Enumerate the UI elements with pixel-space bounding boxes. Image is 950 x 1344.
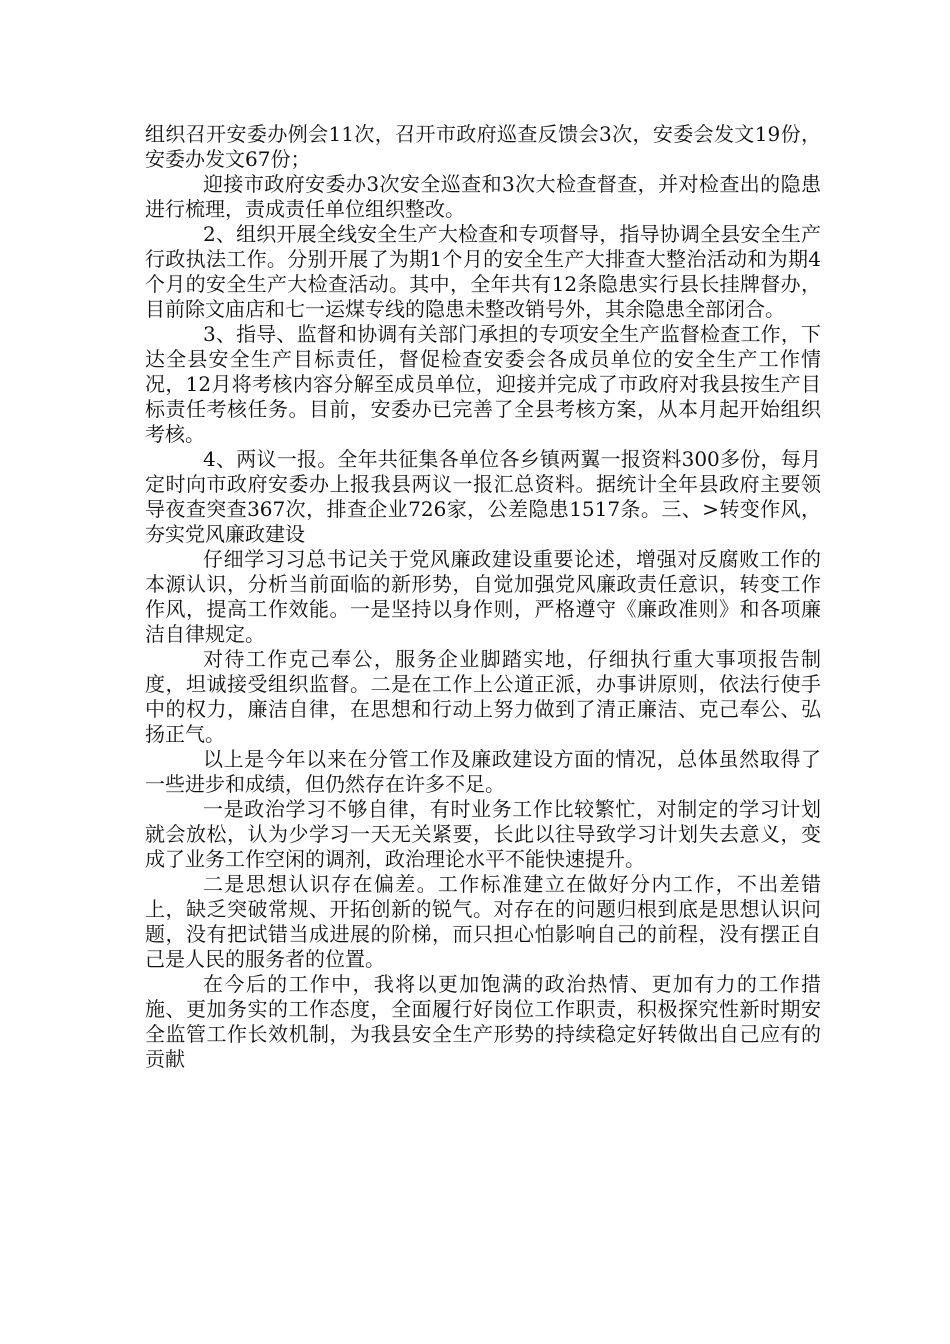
paragraph-item-3-supervision: 3、指导、监督和协调有关部门承担的专项安全生产监督检查工作，下达全县安全生产目标责任，督促检查安委会各成员单位的安全生产工作情况，12月将考核内容分解至成员单位，迎接并完成了市政府对我县按生产目标责任考核任务。目前，安委办已完善了全县考核方案，从本月起开始组织考核。 — [145, 322, 821, 446]
paragraph-summary: 以上是今年以来在分管工作及廉政建设方面的情况，总体虽然取得了一些进步和成绩，但仍然存在许多不足。 — [145, 747, 821, 796]
paragraph-item-2-inspection: 2、组织开展全线安全生产大检查和专项督导，指导协调全县安全生产行政执法工作。分别开展了为期1个月的安全生产大排查大整治活动和为期4个月的安全生产大检查活动。其中，全年共有12条隐患实行县长挂牌督办，目前除文庙店和七一运煤专线的隐患未整改销号外，其余隐患全部闭合。 — [145, 222, 821, 321]
paragraph-work-conduct: 对待工作克己奉公，服务企业脚踏实地，仔细执行重大事项报告制度，坦诚接受组织监督。二是在工作上公道正派，办事讲原则，依法行使手中的权力，廉洁自律，在思想和行动上努力做到了清正廉洁、克己奉公、弘扬正气。 — [145, 647, 821, 746]
paragraph-party-study: 仔细学习习总书记关于党风廉政建设重要论述，增强对反腐败工作的本源认识，分析当前面临的新形势，自觉加强党风廉政责任意识，转变工作作风，提高工作效能。一是坚持以身作则，严格遵守《廉政准则》和各项廉洁自律规定。 — [145, 547, 821, 646]
document-body — [145, 122, 821, 1072]
paragraph-meeting-stats: 组织召开安委办例会11次，召开市政府巡查反馈会3次，安委会发文19份，安委办发文67份； — [145, 122, 821, 171]
paragraph-shortcoming-2: 二是思想认识存在偏差。工作标准建立在做好分内工作，不出差错上，缺乏突破常规、开拓创新的锐气。对存在的问题归根到底是思想认识问题，没有把试错当成进展的阶梯，而只担心怕影响自己的前程，没有摆正自己是人民的服务者的位置。 — [145, 872, 821, 971]
paragraph-item-4-reports: 4、两议一报。全年共征集各单位各乡镇两翼一报资料300多份，每月定时向市政府安委办上报我县两议一报汇总资料。据统计全年县政府主要领导夜查突查367次，排查企业726家，公差隐患1517条。三、>转变作风，夯实党风廉政建设 — [145, 447, 821, 546]
paragraph-future-plan: 在今后的工作中，我将以更加饱满的政治热情、更加有力的工作措施、更加务实的工作态度，全面履行好岗位工作职责，积极探究性新时期安全监管工作长效机制，为我县安全生产形势的持续稳定好转做出自己应有的贡献 — [145, 972, 821, 1071]
paragraph-inspection-reception: 迎接市政府安委办3次安全巡查和3次大检查督查，并对检查出的隐患进行梳理，责成责任单位组织整改。 — [145, 172, 821, 221]
paragraph-shortcoming-1: 一是政治学习不够自律，有时业务工作比较繁忙，对制定的学习计划就会放松，认为少学习一天无关紧要，长此以往导致学习计划失去意义，变成了业务工作空闲的调剂，政治理论水平不能快速提升。 — [145, 797, 821, 871]
